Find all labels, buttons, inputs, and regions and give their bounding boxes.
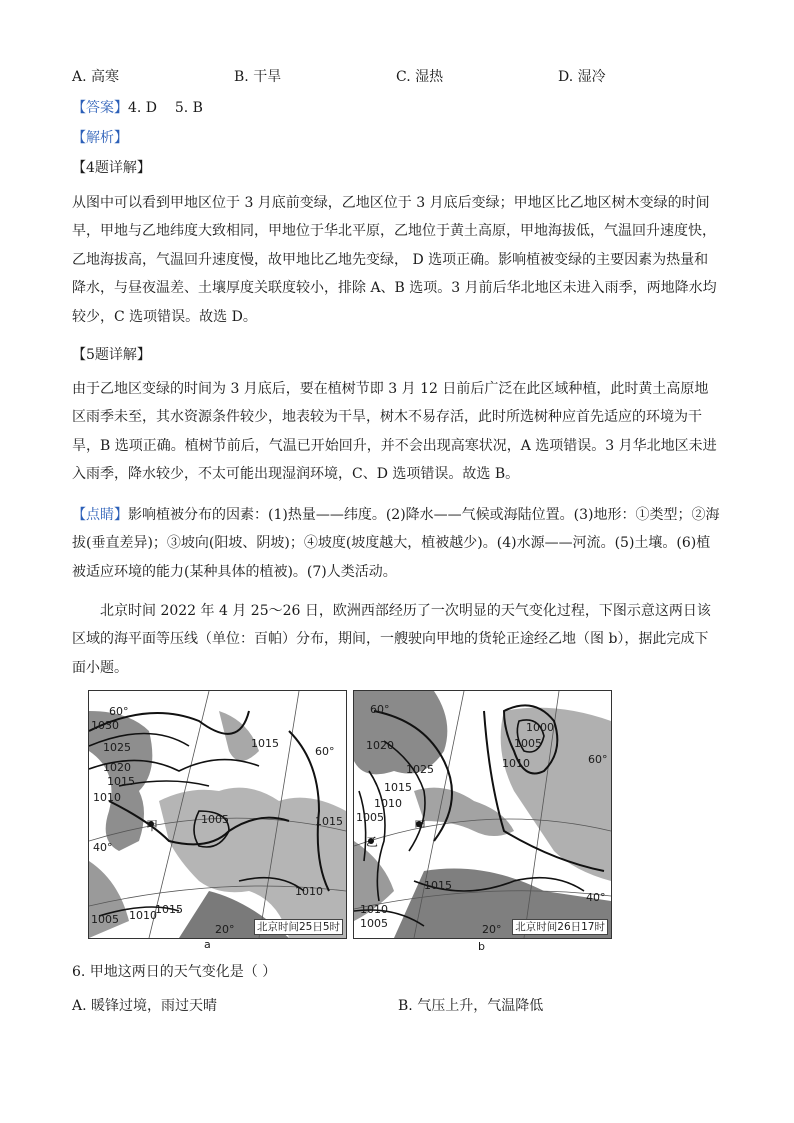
map-a-isobar-label: 1015 <box>155 903 183 916</box>
map-b-isobar-label: 1015 <box>384 781 412 794</box>
map-b-isobar-label: 1005 <box>514 737 542 750</box>
map-a-isobar-label: 1010 <box>295 885 323 898</box>
intro-paragraph: 北京时间 2022 年 4 月 25～26 日，欧洲西部经历了一次明显的天气变化过程，下图示意这两日该区域的海平面等压线（单位：百帕）分布，期间，一艘驶向甲地的货轮正途经乙地（图 b），据此完成下面小题。 <box>72 603 711 676</box>
map-a-isobar-label: 1030 <box>91 719 119 732</box>
map-b-isobar-label: 1020 <box>366 739 394 752</box>
map-b-caption: b <box>478 940 485 953</box>
option-a: A. 高寒 <box>72 69 120 85</box>
map-a-lat-label: 20° <box>215 923 235 936</box>
map-a-isobar-label: 1005 <box>201 813 229 826</box>
map-a-isobar-label: 1015 <box>251 737 279 750</box>
map-a-place-jia: 甲 <box>146 819 159 833</box>
map-b-isobar-label: 1015 <box>424 879 452 892</box>
map-b-lon-label: 60° <box>588 753 608 766</box>
map-b-place-yi: 乙 <box>366 835 379 849</box>
analysis-tag: 【解析】 <box>72 130 128 146</box>
dianjing-text: 影响植被分布的因素：(1)热量——纬度。(2)降水——气候或海陆位置。(3)地形：①类型；②海拔(垂直差异)；③坡向(阳坡、阴坡)；④坡度(坡度越大，植被越少)。(4)水源——河流。(5)土壤。(6)植被适应环境的能力(某种具体的植被)。(7)人类活动。 <box>72 507 720 580</box>
map-a-isobar-label: 1025 <box>103 741 131 754</box>
q5-tag: 【5题详解】 <box>72 347 151 363</box>
map-b-isobar-label: 1000 <box>526 721 554 734</box>
map-b-isobar-label: 1010 <box>502 757 530 770</box>
map-a-isobar-label: 1005 <box>91 913 119 926</box>
map-b-place-jia: 甲 <box>414 819 427 833</box>
option-b: B. 干旱 <box>234 69 282 85</box>
map-a-isobar-label: 1015 <box>107 775 135 788</box>
map-a-lat-label: 60° <box>109 705 129 718</box>
q6-option-a: A. 暖锋过境，雨过天晴 <box>72 998 218 1014</box>
option-d: D. 湿冷 <box>558 69 606 85</box>
q6-stem: 6. 甲地这两日的天气变化是（ ） <box>72 964 277 980</box>
map-b-time-label: 北京时间26日17时 <box>512 919 608 935</box>
map-b-isobar-label: 1005 <box>360 917 388 930</box>
map-a-isobar-label: 1010 <box>129 909 157 922</box>
map-b-isobar-label: 1010 <box>374 797 402 810</box>
map-b-lat-label: 40° <box>586 891 606 904</box>
q6-option-b: B. 气压上升，气温降低 <box>398 998 544 1014</box>
map-a-isobar-label: 1020 <box>103 761 131 774</box>
q5-explanation: 由于乙地区变绿的时间为 3 月底后，要在植树节即 3 月 12 日前后广泛在此区域种植，此时黄土高原地区雨季未至，其水资源条件较少，地表较为干旱，树木不易存活，此时所选树种应首先适应的环境为干旱，B 选项正确。植树节前后，气温已开始回升，并不会出现高寒状况，A 选项错误。3 月华北地区未进入雨季，降水较少，不太可能出现湿润环境，C、D 选项错误。故选 B。 <box>72 381 717 483</box>
answer-line <box>72 98 203 118</box>
map-b-lat-label: 60° <box>370 703 390 716</box>
q4-tag: 【4题详解】 <box>72 160 151 176</box>
map-a-caption: a <box>204 938 211 951</box>
map-b-drawing <box>354 691 611 938</box>
map-a-lon-label: 60° <box>315 745 335 758</box>
dianjing-tag: 【点睛】 <box>72 507 128 523</box>
map-a-isobar-label: 1010 <box>93 791 121 804</box>
q4-explanation: 从图中可以看到甲地区位于 3 月底前变绿，乙地区位于 3 月底后变绿；甲地区比乙地区树木变绿的时间早，甲地与乙地纬度大致相同，甲地位于华北平原，乙地位于黄土高原，甲地海拔低，气温回升速度快，乙地海拔高，气温回升速度慢，故甲地比乙地先变绿， D 选项正确。影响植被变绿的主要因素为热量和降水，与昼夜温差、土壤厚度关联度较小，排除 A、B 选项。3 月前后华北地区未进入雨季，两地降水均较少，C 选项错误。故选 D。 <box>72 195 717 325</box>
map-a-lat-label: 40° <box>93 841 113 854</box>
answer-text: 4. D 5. B <box>128 100 203 116</box>
option-c: C. 湿热 <box>396 69 444 85</box>
map-b-isobar-label: 1010 <box>360 903 388 916</box>
isobar-map-b <box>353 690 612 939</box>
map-b-lat-label: 20° <box>482 923 502 936</box>
map-b-isobar-label: 1005 <box>356 811 384 824</box>
map-b-isobar-label: 1025 <box>406 763 434 776</box>
isobar-map-a <box>88 690 347 939</box>
map-a-time-label: 北京时间25日5时 <box>254 919 343 935</box>
answer-tag: 【答案】 <box>72 100 128 116</box>
map-a-isobar-label: 1015 <box>315 815 343 828</box>
dianjing-block <box>72 501 722 586</box>
